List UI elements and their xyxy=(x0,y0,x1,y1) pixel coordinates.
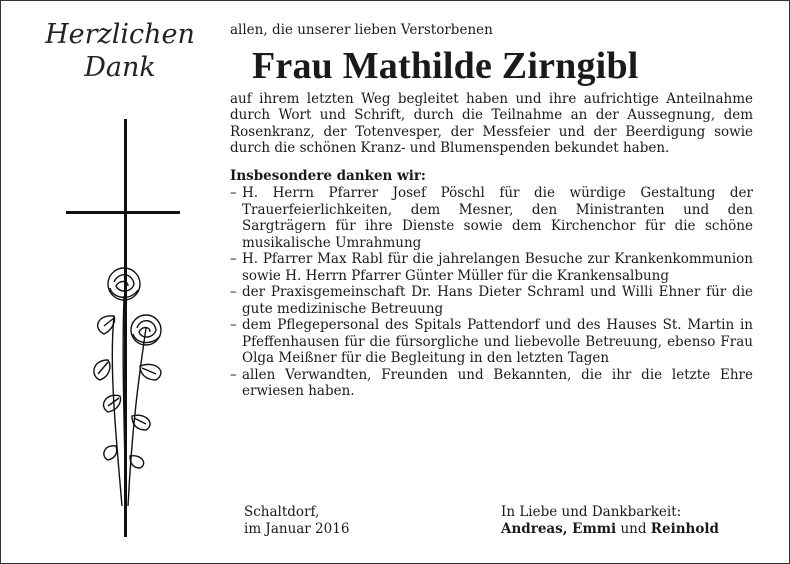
list-item: – H. Pfarrer Max Rabl für die jahrelangen Besuche zur Krankenkommunion sowie H. Herrn Pfarrer Günter Müller für die Krankensalbung xyxy=(230,251,753,284)
deceased-name: Frau Mathilde Zirngibl xyxy=(252,44,639,87)
place: Schaltdorf, xyxy=(244,504,320,520)
signatory-names-2: Reinhold xyxy=(650,521,719,537)
signatory-names-1: Andreas, Emmi xyxy=(501,521,617,537)
intro-line: allen, die unserer lieben Verstorbenen xyxy=(230,22,493,38)
signatories xyxy=(501,521,719,538)
thanks-heading: Insbesondere danken wir: xyxy=(230,167,426,184)
place-date xyxy=(244,504,349,538)
list-item: – der Praxisgemeinschaft Dr. Hans Dieter Schraml und Willi Ehner für die gute medizinische Betreuung xyxy=(230,284,753,317)
thanks-paragraph: auf ihrem letzten Weg begleitet haben und ihre aufrichtige Anteilnahme durch Wort und Schrift, durch die Teilnahme an der Aussegnung, dem Rosenkranz, der Totenvesper, der Messfeier und der Beerdigung sowie durch die schönen Kranz- und Blumenspenden bekundet haben. xyxy=(230,90,753,156)
rose-bouquet-icon xyxy=(84,256,184,516)
thanks-list xyxy=(230,185,753,400)
notice-heading xyxy=(20,18,220,84)
signature xyxy=(501,504,719,538)
list-item: – dem Pflegepersonal des Spitals Pattendorf und des Hauses St. Martin in Pfeffenhausen für die fürsorgliche und liebevolle Betreuung, ebenso Frau Olga Meißner für die Begleitung in den letzten Tagen xyxy=(230,317,753,367)
left-column xyxy=(0,0,225,564)
heading-line-1: Herzlichen xyxy=(45,19,195,50)
closing-phrase: In Liebe und Dankbarkeit: xyxy=(501,504,682,520)
list-item: – allen Verwandten, Freunden und Bekannten, die ihr die letzte Ehre erwiesen haben. xyxy=(230,367,753,400)
names-connector: und xyxy=(616,521,651,537)
heading-line-2: Dank xyxy=(84,52,156,83)
list-item: – H. Herrn Pfarrer Josef Pöschl für die würdige Gestaltung der Trauerfeierlichkeiten, dem Mesner, den Ministranten und den Sargträgern für ihre Dienste sowie dem Kirchenchor für die schöne musikalische Umrahmung xyxy=(230,185,753,251)
cross-bar xyxy=(66,211,180,214)
date: im Januar 2016 xyxy=(244,521,350,537)
notice-body xyxy=(230,22,753,400)
